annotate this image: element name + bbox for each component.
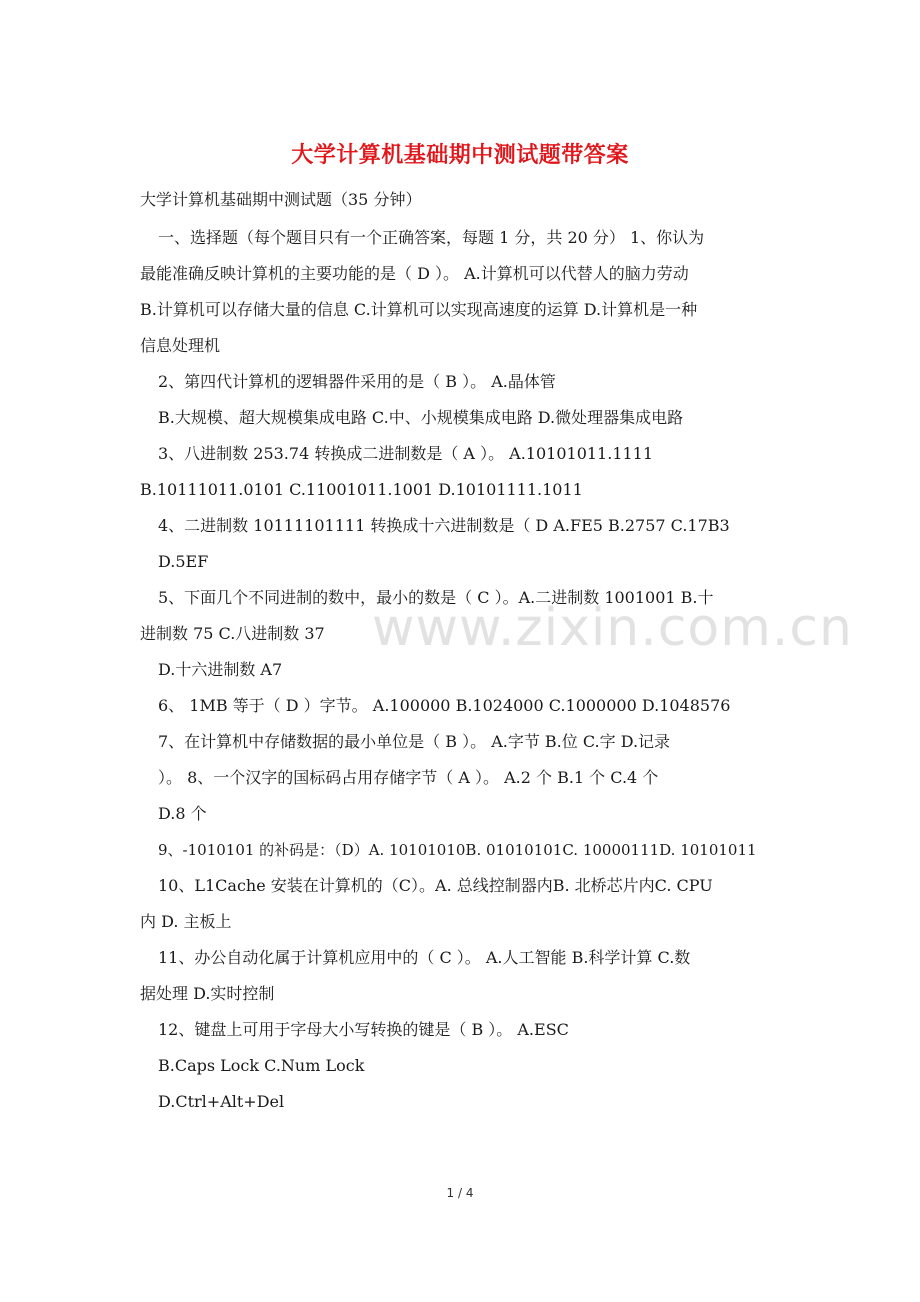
page-number: 1 / 4 bbox=[446, 1186, 474, 1200]
text-line: B.10111011.0101 C.11001011.1001 D.10101111.1011 bbox=[140, 480, 583, 499]
text-line: 据处理 D.实时控制 bbox=[140, 984, 275, 1003]
text-line: 7、在计算机中存储数据的最小单位是（ B ）。 A.字节 B.位 C.字 D.记录 bbox=[158, 732, 671, 751]
text-line: 9、-1010101 的补码是：（D）A. 10101010B. 01010101C. 10000111D. 10101011 bbox=[158, 841, 757, 859]
text-line: 信息处理机 bbox=[140, 336, 221, 355]
text-line: B.大规模、超大规模集成电路 C.中、小规模集成电路 D.微处理器集成电路 bbox=[158, 408, 684, 427]
text-line: D.8 个 bbox=[158, 804, 207, 823]
text-line: D.Ctrl+Alt+Del bbox=[158, 1092, 285, 1111]
text-line: 进制数 75 C.八进制数 37 bbox=[140, 624, 325, 643]
text-line: 内 D. 主板上 bbox=[140, 912, 232, 931]
exam-heading: 大学计算机基础期中测试题（35 分钟） bbox=[140, 190, 422, 209]
text-line: B.计算机可以存储大量的信息 C.计算机可以实现高速度的运算 D.计算机是一种 bbox=[140, 300, 698, 319]
text-line: 4、二进制数 10111101111 转换成十六进制数是（ D A.FE5 B.2757 C.17B3 bbox=[158, 516, 730, 535]
text-line: 11、办公自动化属于计算机应用中的（ C ）。 A.人工智能 B.科学计算 C.数 bbox=[158, 948, 691, 967]
text-line: D.十六进制数 A7 bbox=[158, 660, 283, 679]
document-title: 大学计算机基础期中测试题带答案 bbox=[291, 143, 629, 168]
text-line: 一、选择题（每个题目只有一个正确答案，每题 1 分，共 20 分） 1、你认为 bbox=[158, 228, 705, 247]
text-line: 12、键盘上可用于字母大小写转换的键是（ B ）。 A.ESC bbox=[158, 1020, 569, 1039]
text-line: ）。 8、一个汉字的国标码占用存储字节（ A ）。 A.2 个 B.1 个 C.4 个 bbox=[158, 768, 659, 787]
text-line: B.Caps Lock C.Num Lock bbox=[158, 1056, 365, 1075]
text-line: 2、第四代计算机的逻辑器件采用的是（ B ）。 A.晶体管 bbox=[158, 372, 556, 391]
text-line: 10、L1Cache 安装在计算机的（C）。A. 总线控制器内B. 北桥芯片内C. CPU bbox=[158, 876, 713, 895]
text-line: 最能准确反映计算机的主要功能的是（ D ）。 A.计算机可以代替人的脑力劳动 bbox=[140, 264, 689, 283]
text-line: 5、下面几个不同进制的数中，最小的数是（ C ）。A.二进制数 1001001 B.十 bbox=[158, 588, 714, 607]
watermark: www.zixin.com.cn bbox=[372, 598, 853, 658]
text-line: D.5EF bbox=[158, 552, 209, 571]
text-line: 6、 1MB 等于（ D ）字节。 A.100000 B.1024000 C.1000000 D.1048576 bbox=[158, 696, 731, 715]
text-line: 3、八进制数 253.74 转换成二进制数是（ A ）。 A.10101011.1111 bbox=[158, 444, 654, 463]
